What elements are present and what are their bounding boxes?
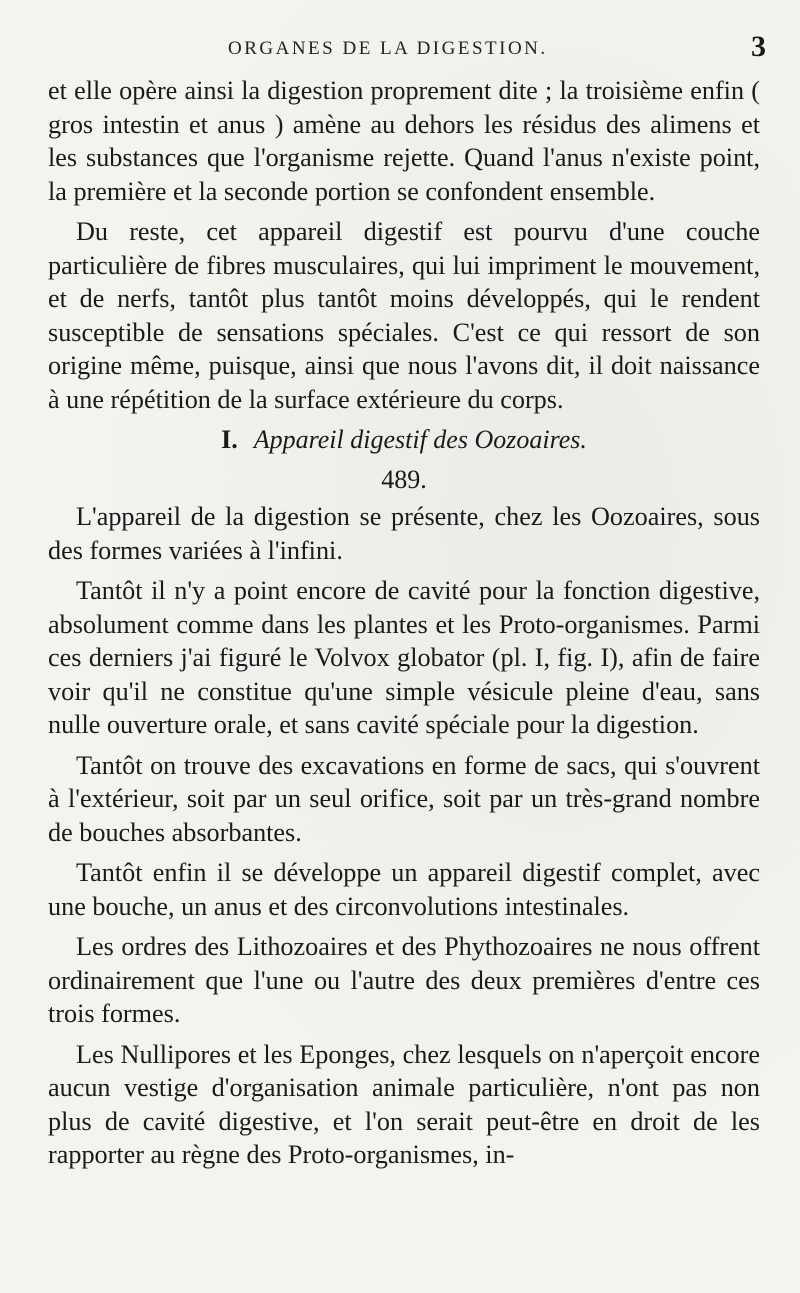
paragraph: L'appareil de la digestion se présente, chez les Oozoaires, sous des formes variées à l'infini. xyxy=(48,502,760,565)
paragraph: et elle opère ainsi la digestion proprement dite ; la troisième enfin ( gros intestin et anus ) amène au dehors les résidus des alimens et les substances que l'organisme rejette. Quand l'anus n'existe point, la première et la seconde portion se confondent ensemble. xyxy=(48,76,760,206)
paragraph: Tantôt enfin il se développe un appareil digestif complet, avec une bouche, un anus et des circonvolutions intestinales. xyxy=(48,858,760,921)
article-number: 489. xyxy=(381,464,427,494)
paragraph: Du reste, cet appareil digestif est pourvu d'une couche particulière de fibres musculaires, qui lui impriment le mouvement, et de nerfs, tantôt plus tantôt moins développés, qui le rendent susceptible de sensations spéciales. C'est ce qui ressort de son origine même, puisque, ainsi que nous l'avons dit, il doit naissance à une répétition de la surface extérieure du corps. xyxy=(48,217,760,414)
page-body xyxy=(48,74,760,1179)
section-title: Appareil digestif des Oozoaires. xyxy=(253,425,587,454)
section-heading xyxy=(48,423,760,457)
page-number: 3 xyxy=(751,30,766,63)
paragraph: Tantôt on trouve des excavations en forme de sacs, qui s'ouvrent à l'extérieur, soit par un seul orifice, soit par un très-grand nombre de bouches absorbantes. xyxy=(48,750,760,847)
running-head: ORGANES DE LA DIGESTION. xyxy=(228,38,548,59)
paragraph: Tantôt il n'y a point encore de cavité pour la fonction digestive, absolument comme dans les plantes et les Proto-organismes. Parmi ces derniers j'ai figuré le Volvox globator (pl. I, fig. I), afin de faire voir qu'il ne constitue qu'une simple vésicule pleine d'eau, sans nulle ouverture orale, et sans cavité spéciale pour la digestion. xyxy=(48,576,760,739)
paragraph: Les ordres des Lithozoaires et des Phythozoaires ne nous offrent ordinairement que l'une ou l'autre des deux premières d'entre ces trois formes. xyxy=(48,932,760,1028)
page-header xyxy=(0,30,800,66)
section-number: I. xyxy=(221,425,238,454)
paragraph: Les Nullipores et les Eponges, chez lesquels on n'aperçoit encore aucun vestige d'organisation animale particulière, n'ont pas non plus de cavité digestive, et l'on serait peut-être en droit de les rapporter au règne des Proto-organismes, in- xyxy=(48,1039,760,1169)
